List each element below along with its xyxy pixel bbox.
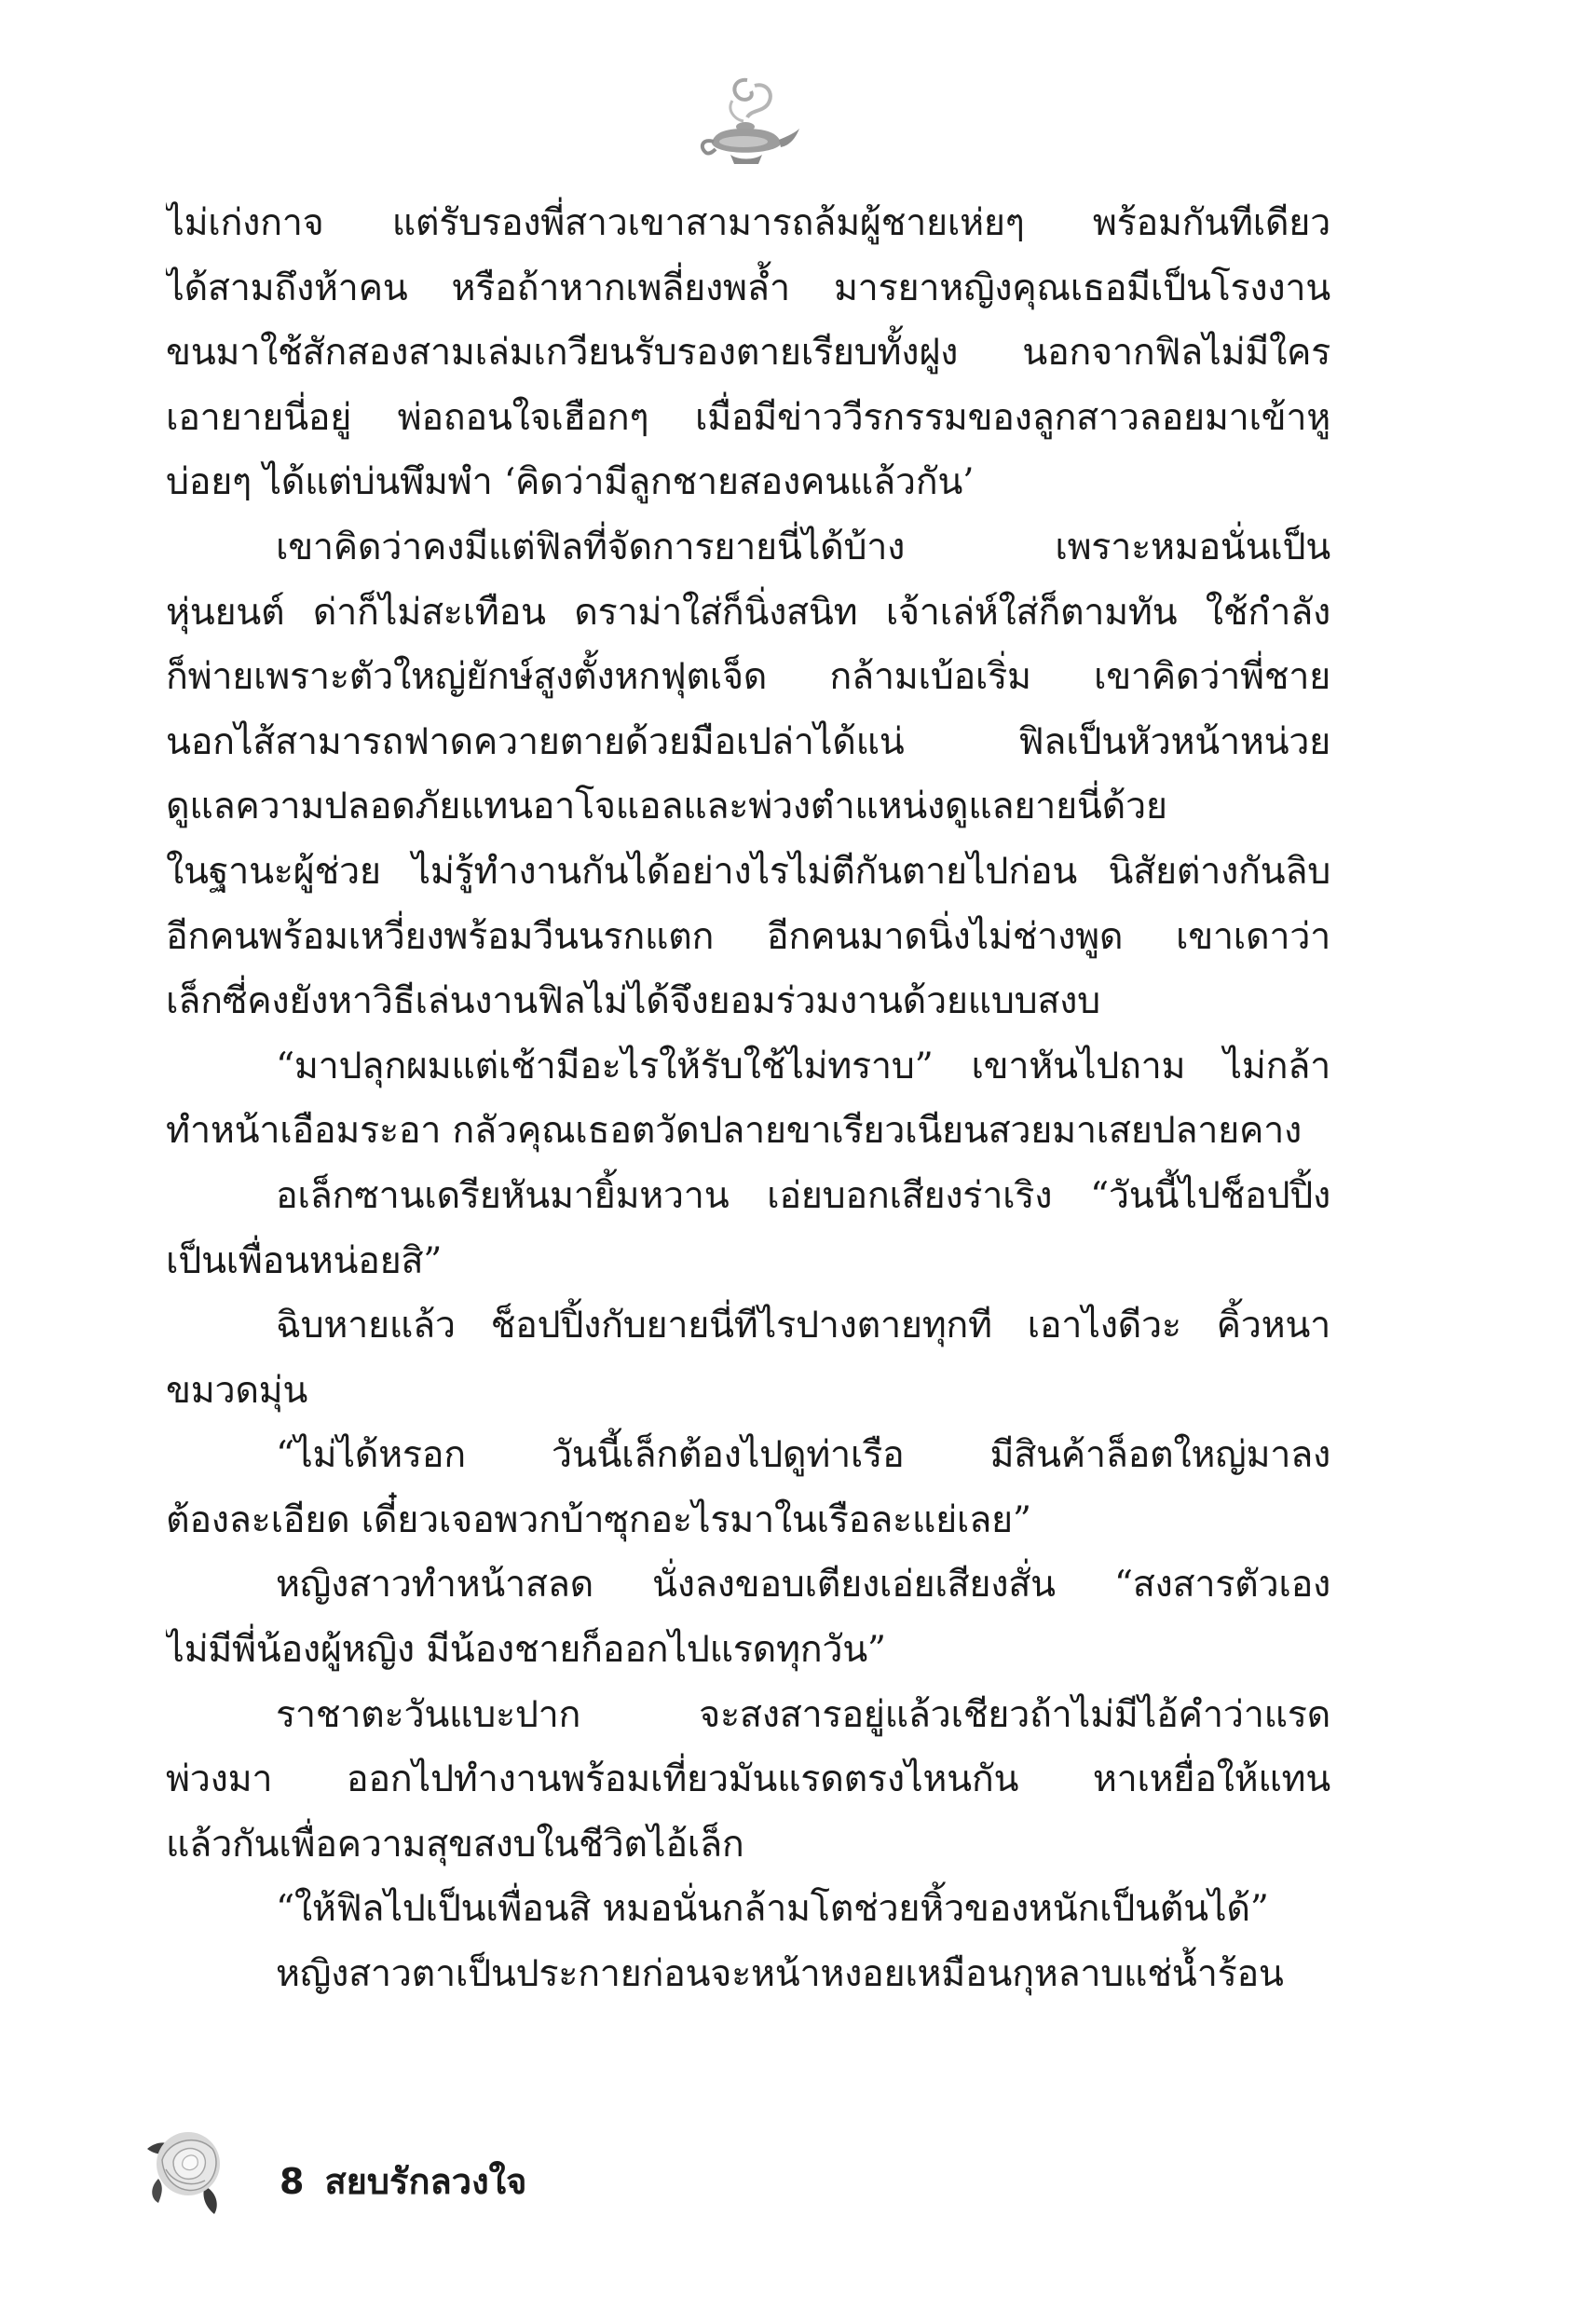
rose-icon: [140, 2113, 242, 2216]
text-line: หุ่นยนต์ ด่าก็ไม่สะเทือน ดราม่าใส่ก็นิ่งสนิท เจ้าเล่ห์ใส่ก็ตามทัน ใช้กำลัง: [166, 590, 1330, 634]
text-line: เขาคิดว่าคงมีแต่ฟิลที่จัดการยายนี่ได้บ้าง เพราะหมอนั่นเป็น: [276, 525, 1330, 568]
text-line: ในฐานะผู้ช่วย ไม่รู้ทำงานกันได้อย่างไรไม่ตีกันตายไปก่อน นิสัยต่างกันลิบ: [166, 849, 1330, 893]
text-line: ราชาตะวันแบะปาก จะสงสารอยู่แล้วเชียวถ้าไม่มีไอ้คำว่าแรด: [276, 1692, 1330, 1736]
text-line: ดูแลความปลอดภัยแทนอาโจแอลและพ่วงตำแหน่งดูแลยายนี่ด้วย: [166, 785, 1167, 828]
text-line: เอายายนี่อยู่ พ่อถอนใจเฮือกๆ เมื่อมีข่าววีรกรรมของลูกสาวลอยมาเข้าหู: [166, 395, 1330, 439]
text-line: หญิงสาวทำหน้าสลด นั่งลงขอบเตียงเอ่ยเสียงสั่น “สงสารตัวเอง: [276, 1563, 1330, 1607]
text-line: ฉิบหายแล้ว ช็อปปิ้งกับยายนี่ทีไรปางตายทุกที เอาไงดีวะ คิ้วหนา: [276, 1304, 1330, 1347]
text-line: อเล็กซานเดรียหันมายิ้มหวาน เอ่ยบอกเสียงร่าเริง “วันนี้ไปช็อปปิ้ง: [276, 1173, 1330, 1217]
text-line: “ไม่ได้หรอก วันนี้เล็กต้องไปดูท่าเรือ มีสินค้าล็อตใหญ่มาลง: [276, 1433, 1330, 1477]
text-line: นอกไส้สามารถฟาดควายตายด้วยมือเปล่าได้แน่ ฟิลเป็นหัวหน้าหน่วย: [166, 719, 1330, 763]
text-line: ต้องละเอียด เดี๋ยวเจอพวกบ้าซุกอะไรมาในเรือละแย่เลย”: [166, 1497, 1031, 1541]
text-line: ขนมาใช้สักสองสามเล่มเกวียนรับรองตายเรียบทั้งฝูง นอกจากฟิลไม่มีใคร: [166, 331, 1330, 375]
text-line: ขมวดมุ่น: [166, 1368, 308, 1412]
page-number: 8: [280, 2161, 305, 2202]
text-line: หญิงสาวตาเป็นประกายก่อนจะหน้าหงอยเหมือนกุหลาบแช่น้ำร้อน: [276, 1952, 1284, 1996]
text-line: เล็กซี่คงยังหาวิธีเล่นงานฟิลไม่ได้จึงยอมร่วมงานด้วยแบบสงบ: [166, 979, 1100, 1023]
text-line: “มาปลุกผมแต่เช้ามีอะไรให้รับใช้ไม่ทราบ” เขาหันไปถาม ไม่กล้า: [276, 1044, 1330, 1087]
text-line: “ให้ฟิลไปเป็นเพื่อนสิ หมอนั่นกล้ามโตช่วยหิ้วของหนักเป็นต้นได้”: [276, 1887, 1269, 1931]
text-line: ไม่เก่งกาจ แต่รับรองพี่สาวเขาสามารถล้มผู้ชายเห่ยๆ พร้อมกันทีเดียว: [166, 201, 1330, 244]
text-line: ไม่มีพี่น้องผู้หญิง มีน้องชายก็ออกไปแรดทุกวัน”: [166, 1628, 886, 1672]
text-line: พ่วงมา ออกไปทำงานพร้อมเที่ยวมันแรดตรงไหนกัน หาเหยื่อให้แทน: [166, 1757, 1330, 1801]
text-line: อีกคนพร้อมเหวี่ยงพร้อมวีนนรกแตก อีกคนมาดนิ่งไม่ช่างพูด เขาเดาว่า: [166, 914, 1330, 958]
body-text: [166, 191, 1330, 2007]
book-title: สยบรักลวงใจ: [324, 2161, 527, 2202]
text-line: เป็นเพื่อนหน่อยสิ”: [166, 1238, 443, 1282]
text-line: แล้วกันเพื่อความสุขสงบในชีวิตไอ้เล็ก: [166, 1822, 744, 1866]
page-footer: [140, 2113, 531, 2235]
text-line: ได้สามถึงห้าคน หรือถ้าหากเพลี่ยงพล้ำ มารยาหญิงคุณเธอมีเป็นโรงงาน: [166, 266, 1330, 309]
lamp-ornament-icon: [689, 73, 801, 175]
text-line: ทำหน้าเอือมระอา กลัวคุณเธอตวัดปลายขาเรียวเนียนสวยมาเสยปลายคาง: [166, 1109, 1302, 1153]
text-line: บ่อยๆ ได้แต่บ่นพึมพำ ‘คิดว่ามีลูกชายสองคนแล้วกัน’: [166, 460, 975, 504]
text-line: ก็พ่ายเพราะตัวใหญ่ยักษ์สูงตั้งหกฟุตเจ็ด กล้ามเบ้อเริ่ม เขาคิดว่าพี่ชาย: [166, 655, 1330, 699]
